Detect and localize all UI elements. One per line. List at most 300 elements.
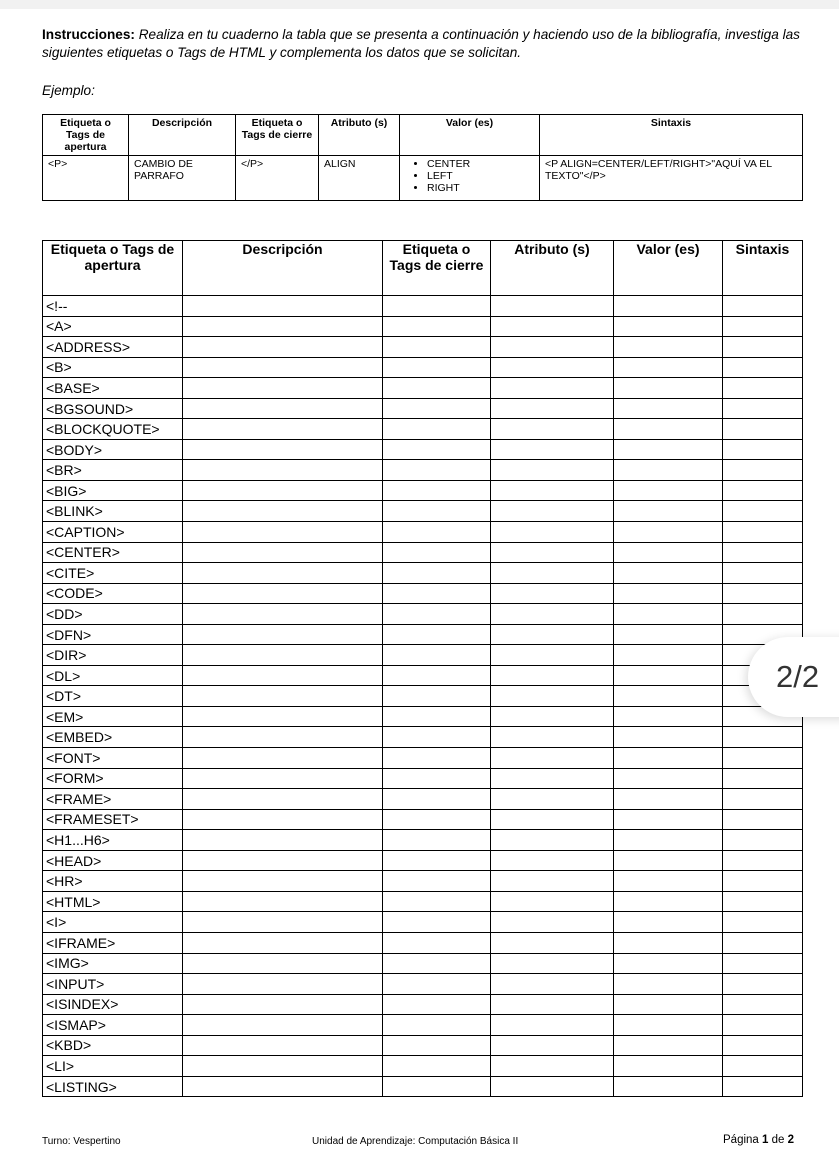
empty-cell xyxy=(491,522,614,543)
table-row xyxy=(43,480,803,501)
empty-cell xyxy=(723,563,803,584)
empty-cell xyxy=(491,1076,614,1097)
empty-cell xyxy=(491,686,614,707)
empty-cell xyxy=(383,850,491,871)
tag-cell: <CENTER> xyxy=(43,542,183,563)
empty-cell xyxy=(614,1015,723,1036)
empty-cell xyxy=(491,665,614,686)
example-label: Ejemplo: xyxy=(42,83,95,98)
tag-cell: <BIG> xyxy=(43,480,183,501)
table-row xyxy=(43,891,803,912)
empty-cell xyxy=(491,439,614,460)
empty-cell xyxy=(614,563,723,584)
example-syntax: <P ALIGN=CENTER/LEFT/RIGHT>"AQUÍ VA EL TEXTO"</P> xyxy=(540,156,803,201)
empty-cell xyxy=(383,378,491,399)
empty-cell xyxy=(183,1056,383,1077)
empty-cell xyxy=(723,296,803,317)
footer-pagina-total: 2 xyxy=(787,1134,795,1146)
empty-cell xyxy=(383,316,491,337)
empty-cell xyxy=(383,522,491,543)
empty-cell xyxy=(491,727,614,748)
empty-cell xyxy=(614,850,723,871)
empty-cell xyxy=(183,871,383,892)
empty-cell xyxy=(723,604,803,625)
table-row xyxy=(43,809,803,830)
tag-cell: <A> xyxy=(43,316,183,337)
tag-cell: <LISTING> xyxy=(43,1076,183,1097)
table-row xyxy=(43,994,803,1015)
empty-cell xyxy=(383,1076,491,1097)
empty-cell xyxy=(491,912,614,933)
table-row xyxy=(43,583,803,604)
empty-cell xyxy=(723,357,803,378)
tag-cell: <FRAMESET> xyxy=(43,809,183,830)
empty-cell xyxy=(383,439,491,460)
empty-cell xyxy=(614,809,723,830)
empty-cell xyxy=(183,563,383,584)
empty-cell xyxy=(614,891,723,912)
table-row xyxy=(43,522,803,543)
tag-cell: <ADDRESS> xyxy=(43,337,183,358)
empty-cell xyxy=(723,501,803,522)
tag-cell: <I> xyxy=(43,912,183,933)
empty-cell xyxy=(383,789,491,810)
tag-cell: <KBD> xyxy=(43,1035,183,1056)
empty-cell xyxy=(614,768,723,789)
example-close-tag: </P> xyxy=(236,156,319,201)
empty-cell xyxy=(383,624,491,645)
empty-cell xyxy=(723,480,803,501)
table-row xyxy=(43,871,803,892)
empty-cell xyxy=(723,460,803,481)
example-value: • CENTER xyxy=(427,158,534,170)
empty-cell xyxy=(491,604,614,625)
empty-cell xyxy=(614,748,723,769)
empty-cell xyxy=(723,439,803,460)
tag-cell: <H1...H6> xyxy=(43,830,183,851)
table-row xyxy=(43,789,803,810)
empty-cell xyxy=(491,1035,614,1056)
tag-cell: <DD> xyxy=(43,604,183,625)
tag-cell: <DIR> xyxy=(43,645,183,666)
empty-cell xyxy=(183,850,383,871)
empty-cell xyxy=(383,583,491,604)
empty-cell xyxy=(183,768,383,789)
tag-cell: <FORM> xyxy=(43,768,183,789)
empty-cell xyxy=(614,542,723,563)
empty-cell xyxy=(723,583,803,604)
empty-cell xyxy=(383,809,491,830)
empty-cell xyxy=(614,522,723,543)
tag-cell: <HEAD> xyxy=(43,850,183,871)
empty-cell xyxy=(183,974,383,995)
empty-cell xyxy=(491,850,614,871)
empty-cell xyxy=(383,686,491,707)
tag-cell: <CITE> xyxy=(43,563,183,584)
tag-cell: <DL> xyxy=(43,665,183,686)
empty-cell xyxy=(383,460,491,481)
table-row xyxy=(43,378,803,399)
empty-cell xyxy=(723,768,803,789)
empty-cell xyxy=(183,665,383,686)
empty-cell xyxy=(183,583,383,604)
footer-pagina-num: 1 xyxy=(762,1134,769,1146)
table-row xyxy=(43,542,803,563)
tag-cell: <LI> xyxy=(43,1056,183,1077)
empty-cell xyxy=(383,398,491,419)
empty-cell xyxy=(383,604,491,625)
footer-pagina-mid: de xyxy=(768,1134,788,1146)
table-row xyxy=(43,748,803,769)
empty-cell xyxy=(383,1035,491,1056)
empty-cell xyxy=(614,912,723,933)
empty-cell xyxy=(723,912,803,933)
empty-cell xyxy=(183,460,383,481)
tag-cell: <BASE> xyxy=(43,378,183,399)
empty-cell xyxy=(723,337,803,358)
tags-header-cell: Atributo (s) xyxy=(491,241,614,296)
empty-cell xyxy=(614,357,723,378)
empty-cell xyxy=(614,398,723,419)
empty-cell xyxy=(614,994,723,1015)
empty-cell xyxy=(183,912,383,933)
empty-cell xyxy=(723,974,803,995)
empty-cell xyxy=(723,789,803,810)
empty-cell xyxy=(491,460,614,481)
empty-cell xyxy=(491,563,614,584)
empty-cell xyxy=(723,748,803,769)
empty-cell xyxy=(183,748,383,769)
empty-cell xyxy=(614,1076,723,1097)
empty-cell xyxy=(614,932,723,953)
table-row xyxy=(43,1035,803,1056)
footer-pagina xyxy=(723,1134,794,1146)
empty-cell xyxy=(383,337,491,358)
empty-cell xyxy=(183,337,383,358)
empty-cell xyxy=(614,624,723,645)
empty-cell xyxy=(614,439,723,460)
table-row xyxy=(43,419,803,440)
empty-cell xyxy=(183,1035,383,1056)
instructions xyxy=(42,26,822,62)
example-header-cell: Descripción xyxy=(129,115,236,156)
empty-cell xyxy=(383,768,491,789)
empty-cell xyxy=(383,727,491,748)
empty-cell xyxy=(383,480,491,501)
table-row xyxy=(43,1056,803,1077)
empty-cell xyxy=(183,994,383,1015)
empty-cell xyxy=(183,645,383,666)
empty-cell xyxy=(383,974,491,995)
empty-cell xyxy=(723,830,803,851)
empty-cell xyxy=(723,891,803,912)
empty-cell xyxy=(614,953,723,974)
empty-cell xyxy=(491,378,614,399)
tags-header-cell: Sintaxis xyxy=(723,241,803,296)
empty-cell xyxy=(183,378,383,399)
empty-cell xyxy=(183,789,383,810)
empty-cell xyxy=(183,1015,383,1036)
instructions-label: Instrucciones: xyxy=(42,27,135,42)
empty-cell xyxy=(183,604,383,625)
table-row xyxy=(43,624,803,645)
table-row xyxy=(43,563,803,584)
top-bar xyxy=(0,0,839,9)
table-row xyxy=(43,953,803,974)
empty-cell xyxy=(183,706,383,727)
empty-cell xyxy=(614,1056,723,1077)
empty-cell xyxy=(383,932,491,953)
example-header-cell: Valor (es) xyxy=(400,115,540,156)
tag-cell: <ISINDEX> xyxy=(43,994,183,1015)
empty-cell xyxy=(614,665,723,686)
empty-cell xyxy=(723,419,803,440)
empty-cell xyxy=(383,501,491,522)
empty-cell xyxy=(183,932,383,953)
tag-cell: <BR> xyxy=(43,460,183,481)
empty-cell xyxy=(614,974,723,995)
empty-cell xyxy=(723,522,803,543)
empty-cell xyxy=(491,1015,614,1036)
tag-cell: <IFRAME> xyxy=(43,932,183,953)
empty-cell xyxy=(491,583,614,604)
empty-cell xyxy=(723,850,803,871)
empty-cell xyxy=(491,337,614,358)
empty-cell xyxy=(383,1015,491,1036)
empty-cell xyxy=(491,871,614,892)
empty-cell xyxy=(383,994,491,1015)
empty-cell xyxy=(183,357,383,378)
table-row xyxy=(43,768,803,789)
empty-cell xyxy=(383,542,491,563)
empty-cell xyxy=(614,583,723,604)
empty-cell xyxy=(614,789,723,810)
table-row xyxy=(43,686,803,707)
tag-cell: <CODE> xyxy=(43,583,183,604)
footer-unidad: Unidad de Aprendizaje: Computación Básica II xyxy=(312,1136,519,1147)
example-open-tag: <P> xyxy=(43,156,129,201)
tag-cell: <!-- xyxy=(43,296,183,317)
empty-cell xyxy=(723,953,803,974)
page-indicator[interactable] xyxy=(748,637,839,717)
example-value: • LEFT xyxy=(427,170,534,182)
example-values xyxy=(400,156,540,201)
empty-cell xyxy=(383,891,491,912)
empty-cell xyxy=(491,994,614,1015)
empty-cell xyxy=(614,706,723,727)
page-indicator-text: 2/2 xyxy=(776,659,820,694)
empty-cell xyxy=(614,480,723,501)
example-table xyxy=(42,114,803,201)
table-row xyxy=(43,316,803,337)
tag-cell: <EMBED> xyxy=(43,727,183,748)
empty-cell xyxy=(491,789,614,810)
empty-cell xyxy=(614,419,723,440)
empty-cell xyxy=(491,768,614,789)
empty-cell xyxy=(491,296,614,317)
table-row xyxy=(43,439,803,460)
empty-cell xyxy=(723,809,803,830)
empty-cell xyxy=(491,542,614,563)
empty-cell xyxy=(183,686,383,707)
empty-cell xyxy=(491,974,614,995)
empty-cell xyxy=(183,522,383,543)
table-row xyxy=(43,604,803,625)
tag-cell: <BLOCKQUOTE> xyxy=(43,419,183,440)
empty-cell xyxy=(723,378,803,399)
empty-cell xyxy=(491,398,614,419)
empty-cell xyxy=(183,419,383,440)
empty-cell xyxy=(614,378,723,399)
empty-cell xyxy=(491,501,614,522)
empty-cell xyxy=(383,645,491,666)
empty-cell xyxy=(723,1056,803,1077)
tag-cell: <ISMAP> xyxy=(43,1015,183,1036)
empty-cell xyxy=(183,439,383,460)
empty-cell xyxy=(614,1035,723,1056)
empty-cell xyxy=(183,501,383,522)
empty-cell xyxy=(383,953,491,974)
table-row xyxy=(43,357,803,378)
empty-cell xyxy=(383,748,491,769)
empty-cell xyxy=(491,891,614,912)
footer-turno: Turno: Vespertino xyxy=(42,1136,121,1147)
empty-cell xyxy=(723,871,803,892)
table-row xyxy=(43,974,803,995)
tags-header-cell: Valor (es) xyxy=(614,241,723,296)
tag-cell: <INPUT> xyxy=(43,974,183,995)
table-row xyxy=(43,830,803,851)
empty-cell xyxy=(723,1035,803,1056)
example-header-cell: Atributo (s) xyxy=(319,115,400,156)
empty-cell xyxy=(183,480,383,501)
empty-cell xyxy=(183,624,383,645)
empty-cell xyxy=(614,316,723,337)
empty-cell xyxy=(183,542,383,563)
empty-cell xyxy=(491,932,614,953)
table-row xyxy=(43,1076,803,1097)
empty-cell xyxy=(723,542,803,563)
table-row xyxy=(43,460,803,481)
empty-cell xyxy=(383,1056,491,1077)
tag-cell: <FRAME> xyxy=(43,789,183,810)
example-attribute: ALIGN xyxy=(319,156,400,201)
example-header-row xyxy=(43,115,803,156)
empty-cell xyxy=(183,296,383,317)
table-row xyxy=(43,501,803,522)
empty-cell xyxy=(614,501,723,522)
table-row xyxy=(43,645,803,666)
example-value: • RIGHT xyxy=(427,182,534,194)
empty-cell xyxy=(383,357,491,378)
tags-header-row xyxy=(43,241,803,296)
table-row xyxy=(43,337,803,358)
empty-cell xyxy=(723,994,803,1015)
table-row xyxy=(43,296,803,317)
example-header-cell: Etiqueta o Tags de cierre xyxy=(236,115,319,156)
empty-cell xyxy=(383,419,491,440)
empty-cell xyxy=(614,871,723,892)
empty-cell xyxy=(183,891,383,912)
empty-cell xyxy=(183,809,383,830)
empty-cell xyxy=(383,912,491,933)
empty-cell xyxy=(723,398,803,419)
tags-table xyxy=(42,240,803,1097)
tag-cell: <DT> xyxy=(43,686,183,707)
tags-header-cell: Etiqueta o Tags de apertura xyxy=(43,241,183,296)
empty-cell xyxy=(491,316,614,337)
empty-cell xyxy=(491,357,614,378)
table-row xyxy=(43,665,803,686)
instructions-text: Realiza en tu cuaderno la tabla que se presenta a continuación y haciendo uso de la bibliografía, investiga las siguientes etiquetas o Tags de HTML y complementa los datos que se solicitan. xyxy=(42,27,800,60)
empty-cell xyxy=(491,1056,614,1077)
empty-cell xyxy=(614,296,723,317)
empty-cell xyxy=(383,563,491,584)
table-row xyxy=(43,1015,803,1036)
empty-cell xyxy=(614,604,723,625)
empty-cell xyxy=(614,460,723,481)
table-row xyxy=(43,727,803,748)
empty-cell xyxy=(491,480,614,501)
tag-cell: <IMG> xyxy=(43,953,183,974)
tag-cell: <HTML> xyxy=(43,891,183,912)
empty-cell xyxy=(183,316,383,337)
empty-cell xyxy=(183,727,383,748)
empty-cell xyxy=(183,1076,383,1097)
example-header-cell: Sintaxis xyxy=(540,115,803,156)
empty-cell xyxy=(183,830,383,851)
empty-cell xyxy=(491,624,614,645)
tag-cell: <EM> xyxy=(43,706,183,727)
tag-cell: <CAPTION> xyxy=(43,522,183,543)
example-row xyxy=(43,156,803,201)
empty-cell xyxy=(491,645,614,666)
footer-pagina-prefix: Página xyxy=(723,1134,763,1146)
tags-header-cell: Descripción xyxy=(183,241,383,296)
empty-cell xyxy=(723,316,803,337)
empty-cell xyxy=(383,830,491,851)
empty-cell xyxy=(491,809,614,830)
empty-cell xyxy=(383,665,491,686)
tags-table-body xyxy=(43,296,803,1097)
table-row xyxy=(43,850,803,871)
tag-cell: <HR> xyxy=(43,871,183,892)
empty-cell xyxy=(491,953,614,974)
tag-cell: <DFN> xyxy=(43,624,183,645)
empty-cell xyxy=(383,706,491,727)
empty-cell xyxy=(383,296,491,317)
empty-cell xyxy=(383,871,491,892)
empty-cell xyxy=(614,686,723,707)
table-row xyxy=(43,398,803,419)
empty-cell xyxy=(491,830,614,851)
table-row xyxy=(43,912,803,933)
empty-cell xyxy=(183,398,383,419)
tag-cell: <BODY> xyxy=(43,439,183,460)
empty-cell xyxy=(491,748,614,769)
empty-cell xyxy=(723,1076,803,1097)
tag-cell: <BLINK> xyxy=(43,501,183,522)
table-row xyxy=(43,932,803,953)
empty-cell xyxy=(491,706,614,727)
table-row xyxy=(43,706,803,727)
tag-cell: <FONT> xyxy=(43,748,183,769)
empty-cell xyxy=(614,337,723,358)
tag-cell: <BGSOUND> xyxy=(43,398,183,419)
empty-cell xyxy=(723,727,803,748)
tag-cell: <B> xyxy=(43,357,183,378)
example-description: CAMBIO DE PARRAFO xyxy=(129,156,236,201)
